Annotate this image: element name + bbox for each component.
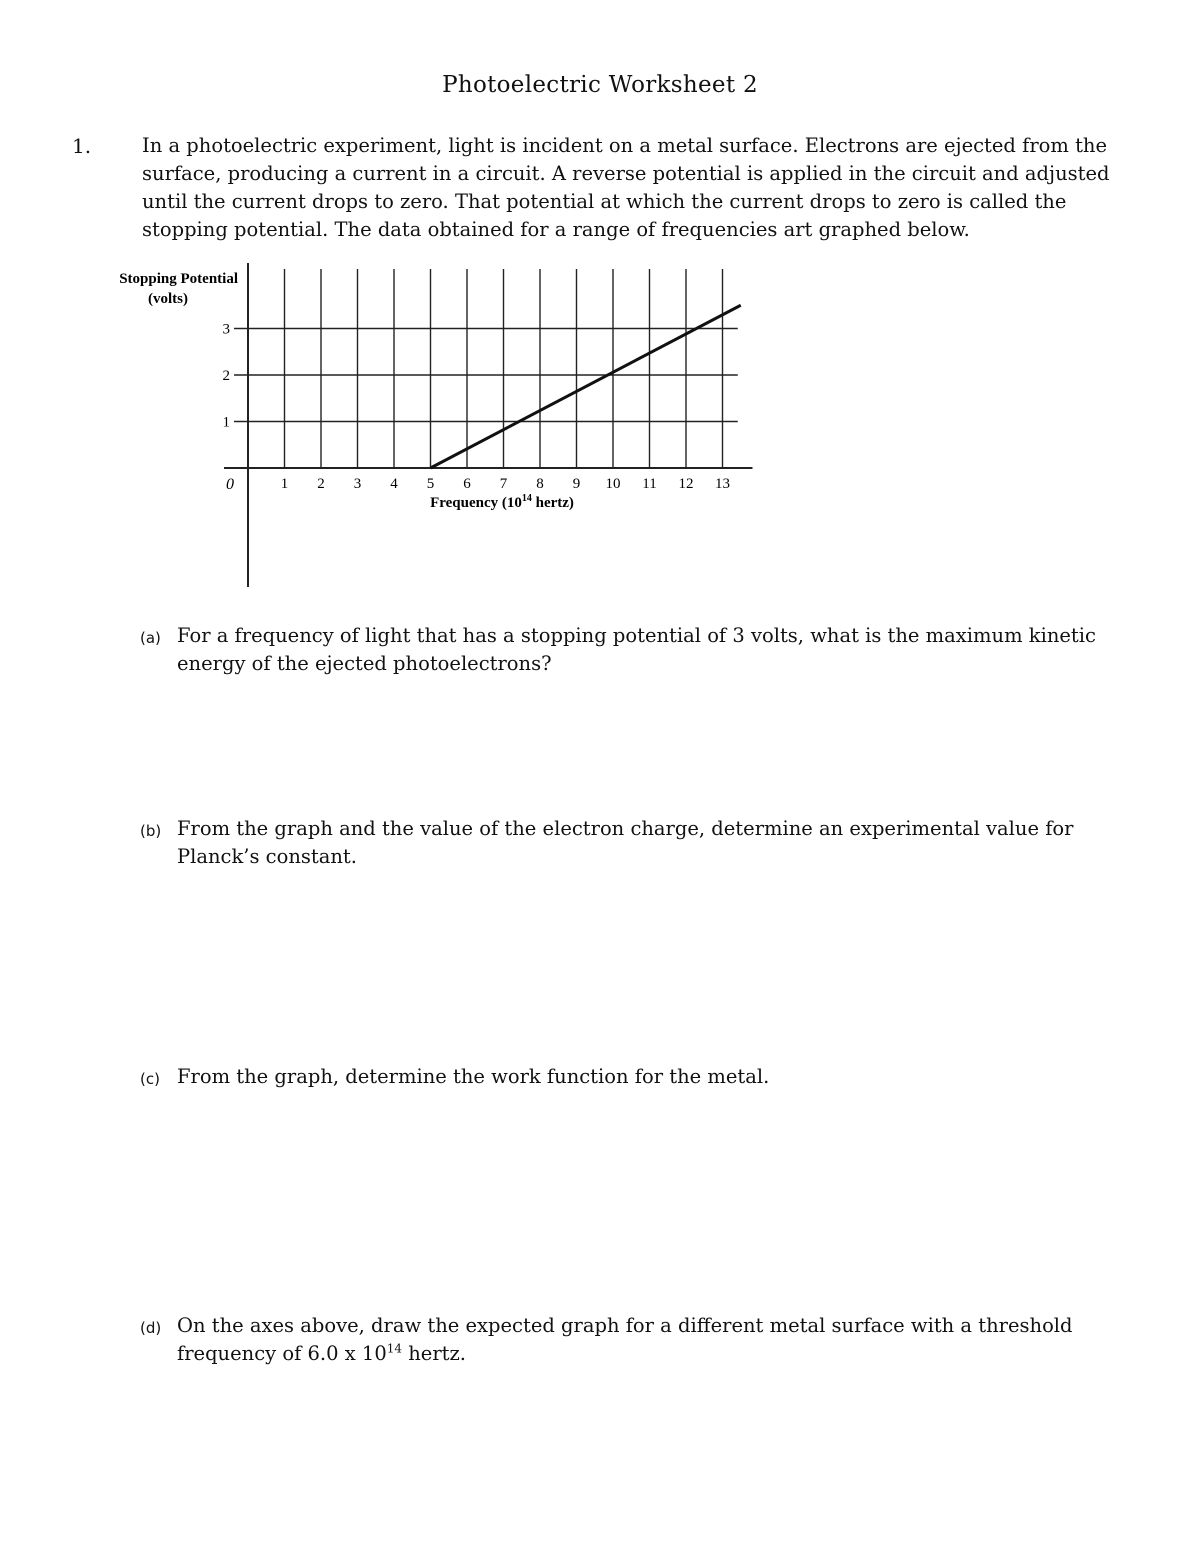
part-d-letter: (d) <box>140 1319 162 1337</box>
part-b-text: From the graph and the value of the electron charge, determine an experimental value for Planck’s constant. <box>177 817 1074 868</box>
x-tick-label: 2 <box>317 476 325 492</box>
part-a-letter: (a) <box>140 629 161 647</box>
x-axis-label-exp: 14 <box>521 493 532 504</box>
x-tick-label: 12 <box>678 476 694 492</box>
part-c-text: From the graph, determine the work function for the metal. <box>177 1065 770 1088</box>
x-axis-label-tail: hertz) <box>531 495 574 511</box>
origin-label: 0 <box>226 476 234 493</box>
question-number: 1. <box>72 134 92 158</box>
part-d-exponent: 14 <box>386 1341 403 1356</box>
chart-axes <box>224 263 753 587</box>
x-tick-label: 8 <box>536 476 544 492</box>
part-b <box>140 815 1140 871</box>
x-tick-label: 5 <box>426 476 435 492</box>
y-axis-unit: (volts) <box>148 291 188 307</box>
question-text: In a photoelectric experiment, light is incident on a metal surface. Electrons are ejected from the surface, producing a current in a circuit. A reverse potential is applied in the circuit and adjusted until the current drops to zero. That potential at which the current drops to zero is called the stopping potential. The data obtained for a range of frequencies art graphed below. <box>142 134 1110 241</box>
x-tick-label: 3 <box>353 476 362 492</box>
part-a-text: For a frequency of light that has a stopping potential of 3 volts, what is the maximum kinetic energy of the ejected photoelectrons? <box>177 624 1096 675</box>
x-tick-label: 13 <box>715 476 730 492</box>
y-tick-label: 2 <box>222 368 230 384</box>
y-tick-label: 3 <box>222 321 230 338</box>
part-d-text-main: On the axes above, draw the expected graph for a different metal surface with a threshold frequency of 6.0 x 10 <box>177 1314 1073 1365</box>
x-tick-label: 4 <box>390 476 398 492</box>
x-tick-label: 10 <box>605 476 621 492</box>
x-tick-label: 11 <box>642 476 657 492</box>
x-tick-label: 7 <box>499 476 508 492</box>
part-b-letter: (b) <box>140 822 162 840</box>
part-d <box>140 1312 1140 1368</box>
stopping-potential-graph <box>90 255 770 595</box>
x-tick-label: 6 <box>463 476 471 492</box>
part-c-letter: (c) <box>140 1070 160 1088</box>
x-tick-label: 9 <box>572 476 581 492</box>
y-tick-label: 1 <box>222 414 230 431</box>
series-line <box>431 305 741 468</box>
chart-series <box>431 305 741 468</box>
part-d-text-end: hertz. <box>402 1342 466 1365</box>
x-tick-label: 1 <box>280 476 289 492</box>
part-c <box>140 1063 1140 1091</box>
y-axis-label: Stopping Potential <box>119 271 238 287</box>
part-d-text <box>177 1312 1140 1368</box>
page-title: Photoelectric Worksheet 2 <box>442 72 758 98</box>
part-a <box>140 622 1140 678</box>
x-axis-label-main: Frequency (10 <box>430 495 522 511</box>
x-axis-label <box>430 493 574 511</box>
